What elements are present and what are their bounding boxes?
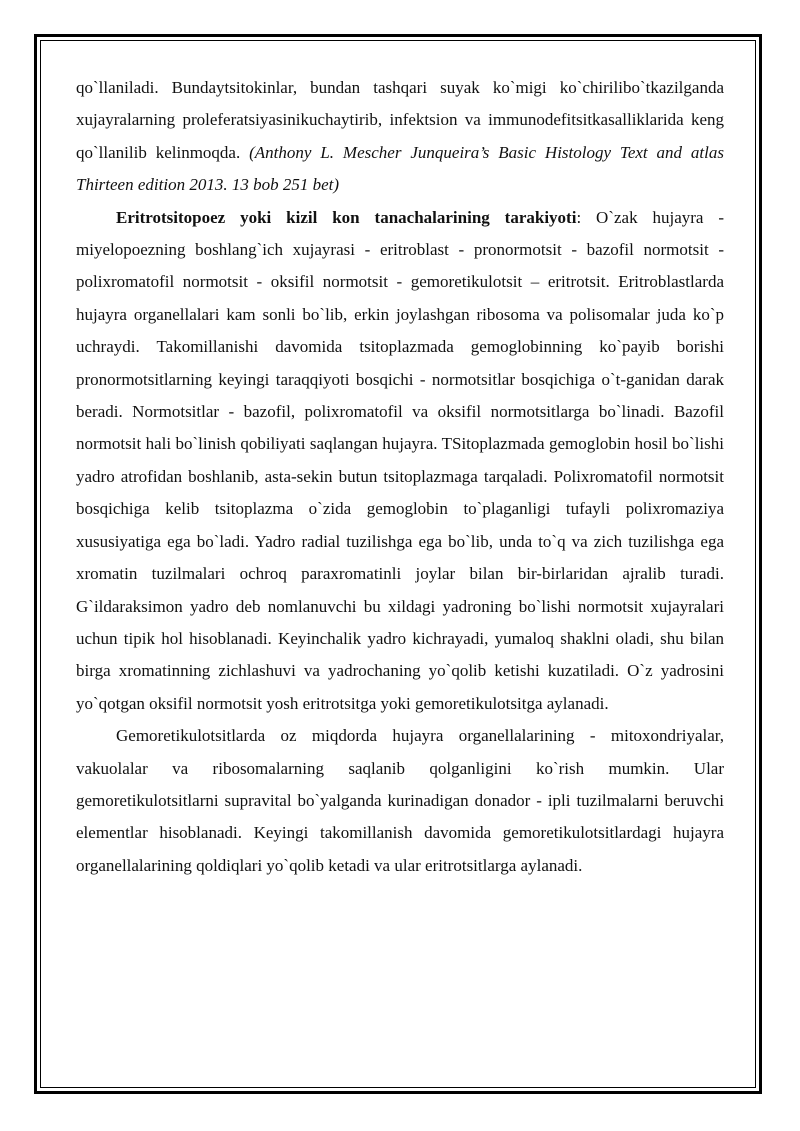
document-body: [76, 72, 724, 882]
paragraph-1: [76, 72, 724, 202]
paragraph-3-text: Gemoretikulotsitlarda oz miqdorda hujayra organellalarining - mitoxondriyalar, vakuolalar va ribosomalarning saqlanib qolganligini ko`rish mumkin. Ular gemoretikulotsitlarni supravital bo`yalganda kurinadigan donador - ipli tuzilmalarni beruvchi elementlar hisoblanadi. Keyingi takomillanish davomida gemoretikulotsitlardagi hujayra organellalarining qoldiqlari yo`qolib ketadi va ular eritrotsitlarga aylanadi.: [76, 726, 724, 875]
paragraph-1-text: qo`llaniladi. Bundaytsitokinlar, bundan tashqari suyak ko`migi ko`chirilibo`tkazilganda xujayralarning proleferatsiyasinikuchaytirib, infektsion va immunodefitsitkasalliklarida keng qo`llanilib kelinmoqda.: [76, 78, 724, 162]
paragraph-2-text: : O`zak hujayra - miyelopoezning boshlang`ich xujayrasi - eritroblast - pronormotsit - bazofil normotsit - polixromatofil normotsit - oksifil normotsit - gemoretikulotsit – eritrotsit. Eritroblastlarda hujayra organellalari kam sonli bo`lib, erkin joylashgan ribosoma va polisomalar juda ko`p uchraydi. Takomillanishi davomida tsitoplazmada gemoglobinning ko`payib borishi pronormotsitlarning keyingi taraqqiyoti bosqichi - normotsitlar bosqichiga o`t-ganidan darak beradi. Normotsitlar - bazofil, polixromatofil va oksifil normotsitlarga bo`linadi. Bazofil normotsit hali bo`linish qobiliyati saqlangan hujayra. TSitoplazmada gemoglobin hosil bo`lishi yadro atrofidan boshlanib, asta-sekin butun tsitoplazmaga tarqaladi. Polixromatofil normotsit bosqichiga kelib tsitoplazma o`zida gemoglobin to`plaganligi tufayli polixromaziya xususiyatiga ega bo`ladi. Yadro radial tuzilishga ega bo`lib, unda to`q va zich tuzilishga ega xromatin tuzilmalari ochroq paraxromatinli joylar bilan bir-birlaridan ajralib turadi. G`ildaraksimon yadro deb nomlanuvchi bu xildagi yadroning bo`lishi normotsit xujayralari uchun tipik hol hisoblanadi. Keyinchalik yadro kichrayadi, yumaloq shaklni oladi, shu bilan birga xromatinning zichlashuvi va yadrochaning yo`qolib ketishi kuzatiladi. O`z yadrosini yo`qotgan oksifil normotsit yosh eritrotsitga yoki gemoretikulotsitga aylanadi.: [76, 207, 724, 713]
paragraph-3: [76, 720, 724, 882]
section-heading-eritrotsitopoez: Eritrotsitopoez yoki kizil kon tanachalarining tarakiyoti: [116, 207, 577, 227]
citation-reference: (Anthony L. Mescher Junqueira’s Basic Histology Text and atlas Thirteen edition 2013. 13 bob 251 bet): [76, 142, 724, 195]
paragraph-2: [76, 202, 724, 721]
